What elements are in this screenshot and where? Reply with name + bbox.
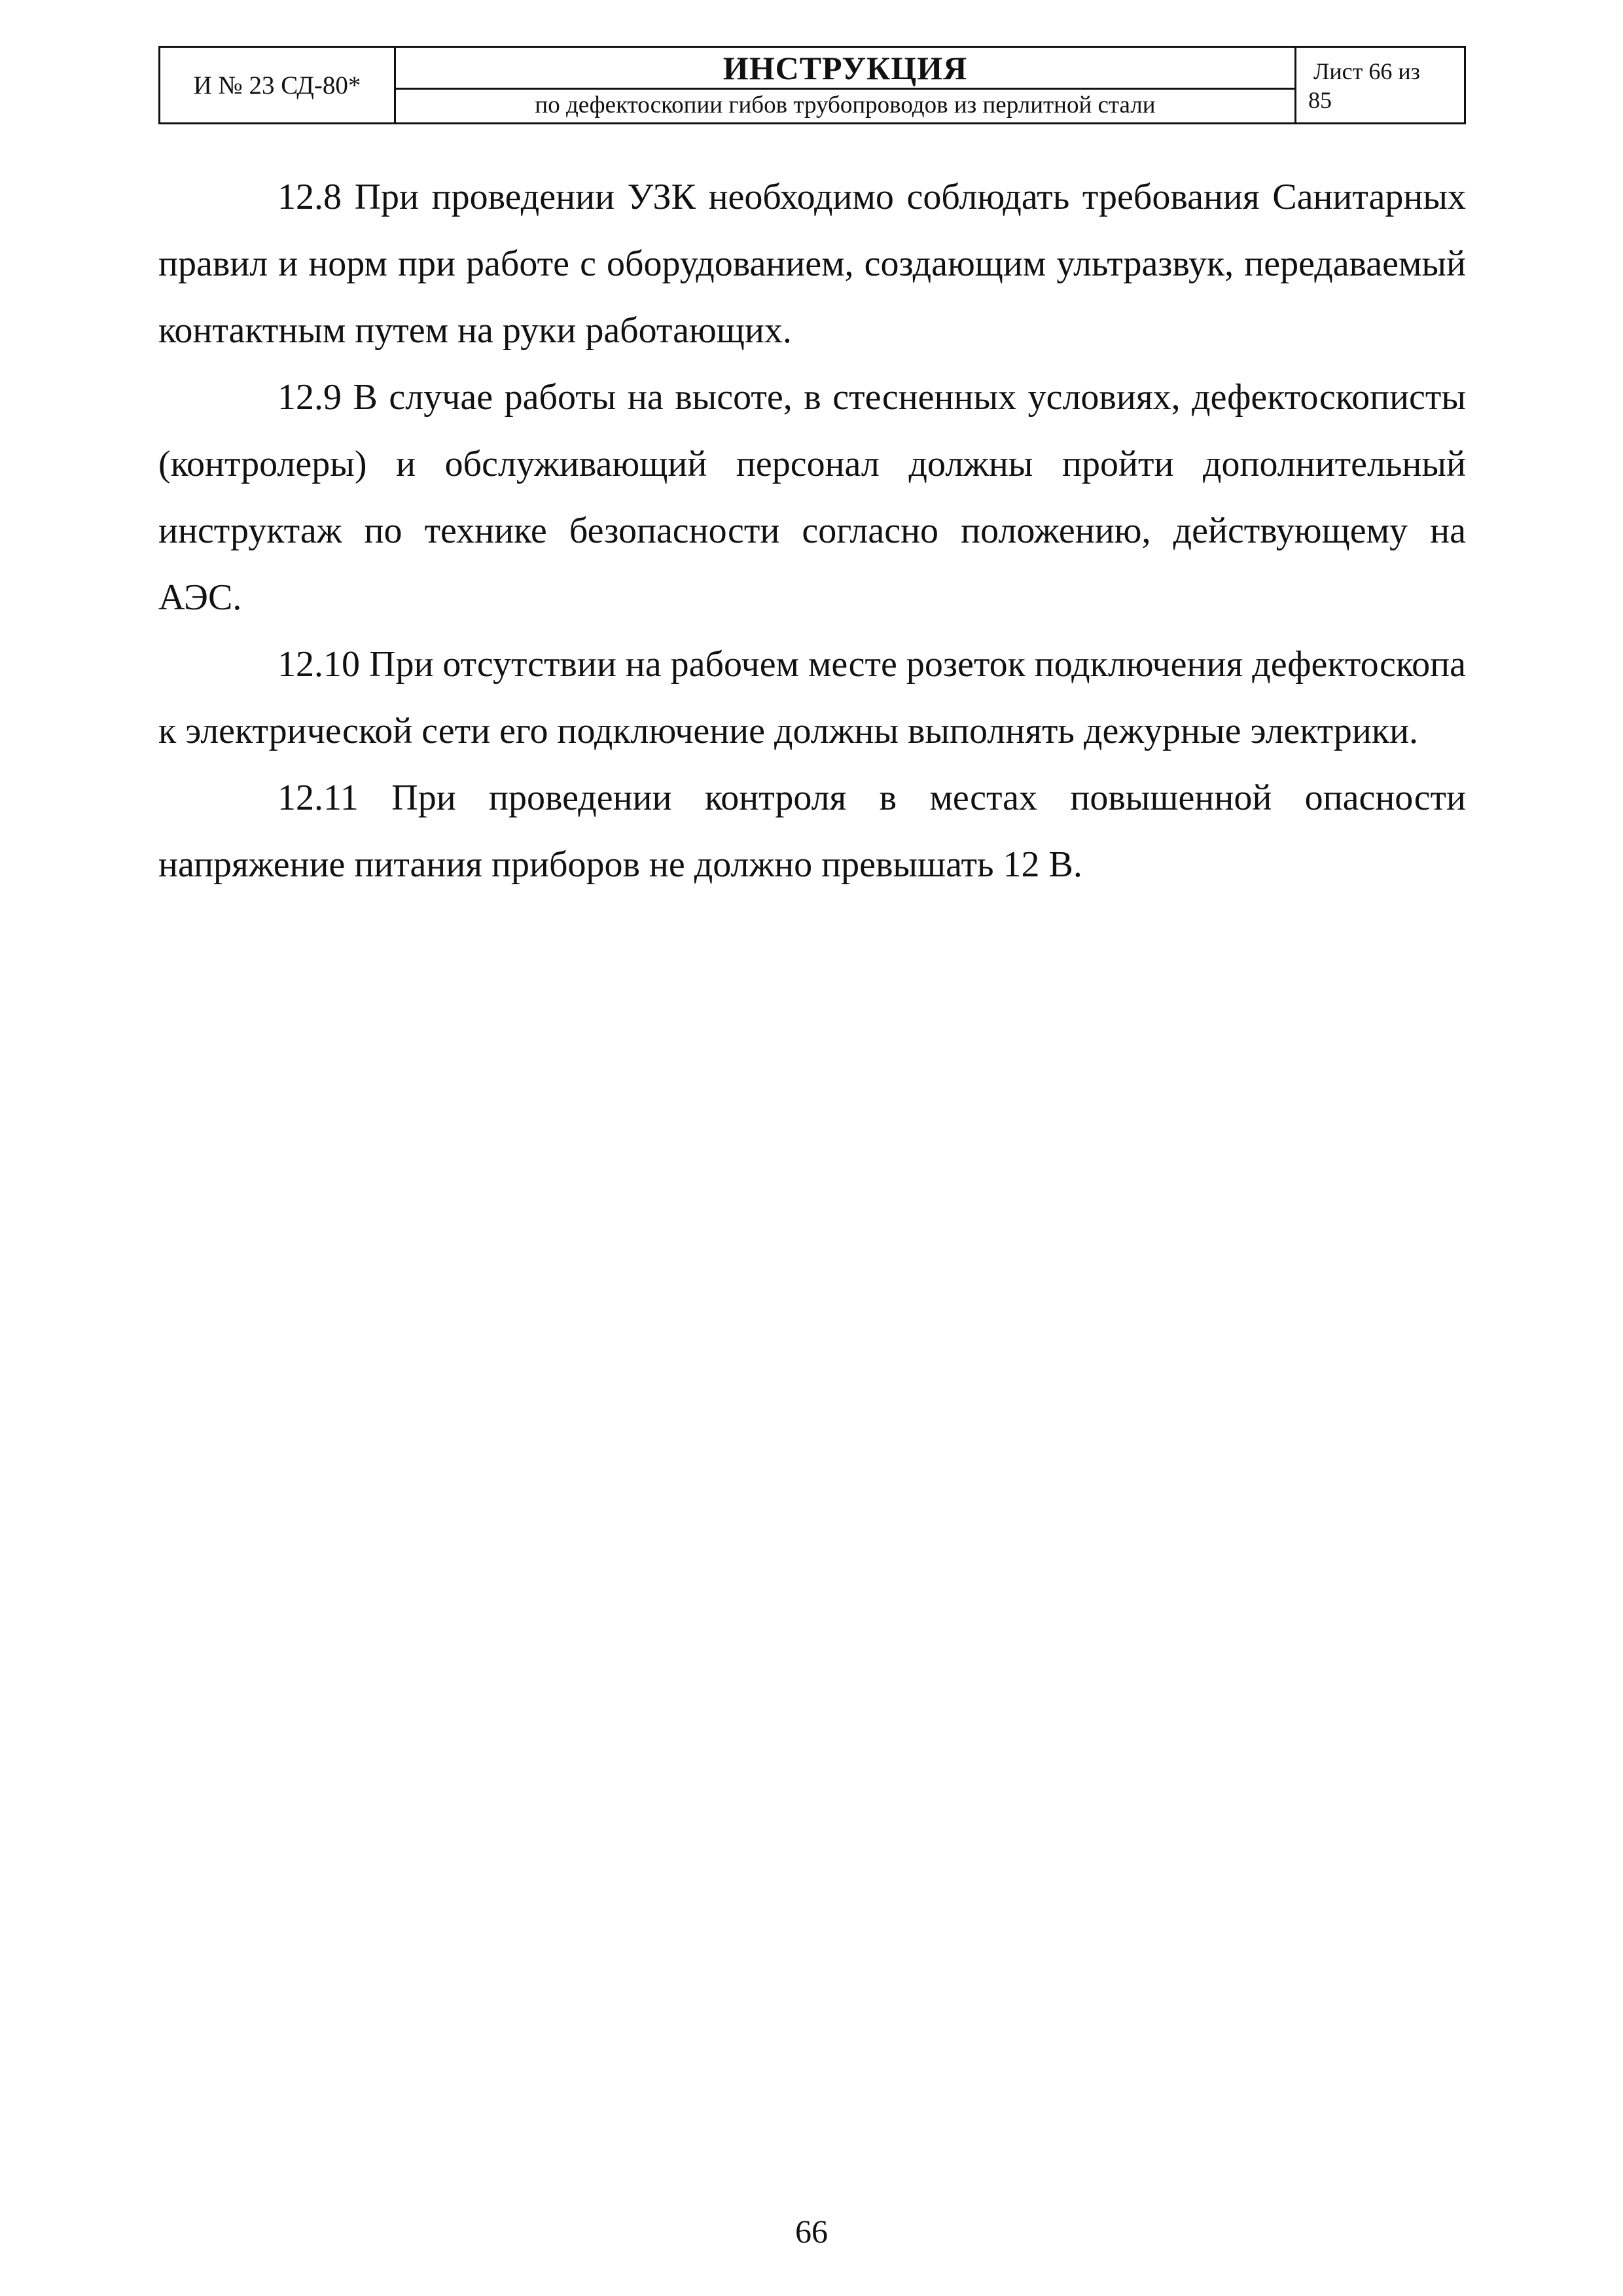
sheet-info (1296, 48, 1464, 122)
document-code: И № 23 СД-80* (160, 48, 396, 122)
paragraph-12-11: 12.11 При проведении контроля в местах повышенной опасности напряжение питания приборов не должно превышать 12 В. (158, 778, 1466, 885)
document-body (158, 164, 1466, 898)
paragraph-12-10: 12.10 При отсутствии на рабочем месте розеток подключения дефектоскопа к электрической сети его подключение должны выполнять дежурные электрики. (158, 644, 1467, 751)
header-title-block (396, 48, 1296, 122)
paragraph-12-9: 12.9 В случае работы на высоте, в стесненных условиях, дефектоскописты (контролеры) и обслуживающий персонал должны пройти дополнительный инструктаж по технике безопасности согласно положению, действующему на АЭС. (158, 377, 1466, 618)
document-header (158, 46, 1466, 124)
document-title: ИНСТРУКЦИЯ (396, 48, 1294, 90)
document-subtitle: по дефектоскопии гибов трубопроводов из перлитной стали (535, 92, 1156, 118)
sheet-label: Лист 66 из (1313, 58, 1420, 84)
page-number: 66 (795, 2213, 828, 2250)
sheet-total: 85 (1308, 87, 1332, 113)
paragraph-12-8: 12.8 При проведении УЗК необходимо соблюдать требования Санитарных правил и норм при работе с оборудованием, создающим ультразвук, передаваемый контактным путем на руки работающих. (158, 177, 1466, 351)
